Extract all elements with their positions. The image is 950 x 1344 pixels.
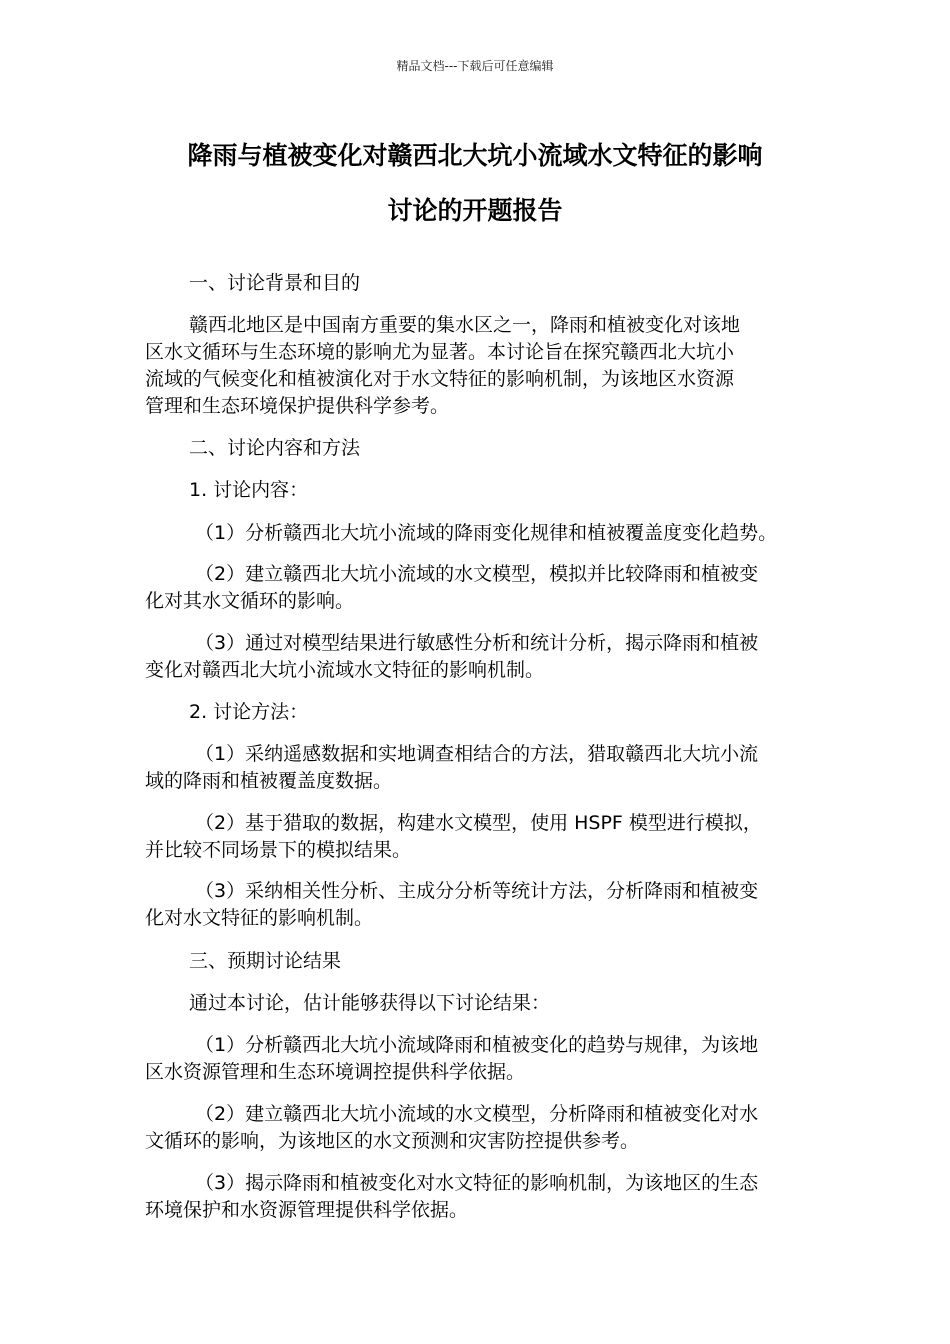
document-title-line-1: 降雨与植被变化对赣西北大坑小流域水文特征的影响 [187, 141, 763, 170]
result-item-2: （2）建立赣西北大坑小流域的水文模型，分析降雨和植被变化对水 文循环的影响，为该地区的水文预测和灾害防控提供参考。 [145, 1103, 759, 1152]
content-item-3: （3）通过对模型结果进行敏感性分析和统计分析，揭示降雨和植被 变化对赣西北大坑小流域水文特征的影响机制。 [145, 632, 759, 681]
content-item-2: （2）建立赣西北大坑小流域的水文模型，模拟并比较降雨和植被变 化对其水文循环的影响。 [145, 563, 759, 612]
section-heading-background: 一、讨论背景和目的 [189, 272, 361, 294]
section-heading-results: 三、预期讨论结果 [189, 950, 342, 972]
method-item-2: （2）基于猎取的数据，构建水文模型，使用 HSPF 模型进行模拟， 并比较不同场景下的模拟结果。 [145, 812, 762, 861]
content-item-1: （1）分析赣西北大坑小流域的降雨变化规律和植被覆盖度变化趋势。 [195, 522, 778, 544]
paragraph-background: 赣西北地区是中国南方重要的集水区之一，降雨和植被变化对该地 区水文循环与生态环境的影响尤为显著。本讨论旨在探究赣西北大坑小 流域的气候变化和植被演化对于水文特征的影响机制，为该地区水资源 管理和生态环境保护提供科学参考。 [145, 314, 741, 417]
subheading-content: 1. 讨论内容： [189, 479, 309, 501]
result-item-3: （3）揭示降雨和植被变化对水文特征的影响机制，为该地区的生态 环境保护和水资源管理提供科学依据。 [145, 1172, 759, 1221]
method-item-3: （3）采纳相关性分析、主成分分析等统计方法，分析降雨和植被变 化对水文特征的影响机制。 [145, 880, 759, 929]
result-item-1: （1）分析赣西北大坑小流域降雨和植被变化的趋势与规律，为该地 区水资源管理和生态环境调控提供科学依据。 [145, 1034, 759, 1083]
subheading-method: 2. 讨论方法： [189, 701, 309, 723]
method-item-1: （1）采纳遥感数据和实地调查相结合的方法，猎取赣西北大坑小流 域的降雨和植被覆盖度数据。 [145, 743, 759, 792]
section-heading-content-method: 二、讨论内容和方法 [189, 437, 361, 459]
results-intro: 通过本讨论，估计能够获得以下讨论结果： [189, 992, 551, 1014]
document-title-line-2: 讨论的开题报告 [387, 196, 563, 225]
page-header: 精品文档---下载后可任意编辑 [396, 59, 554, 73]
